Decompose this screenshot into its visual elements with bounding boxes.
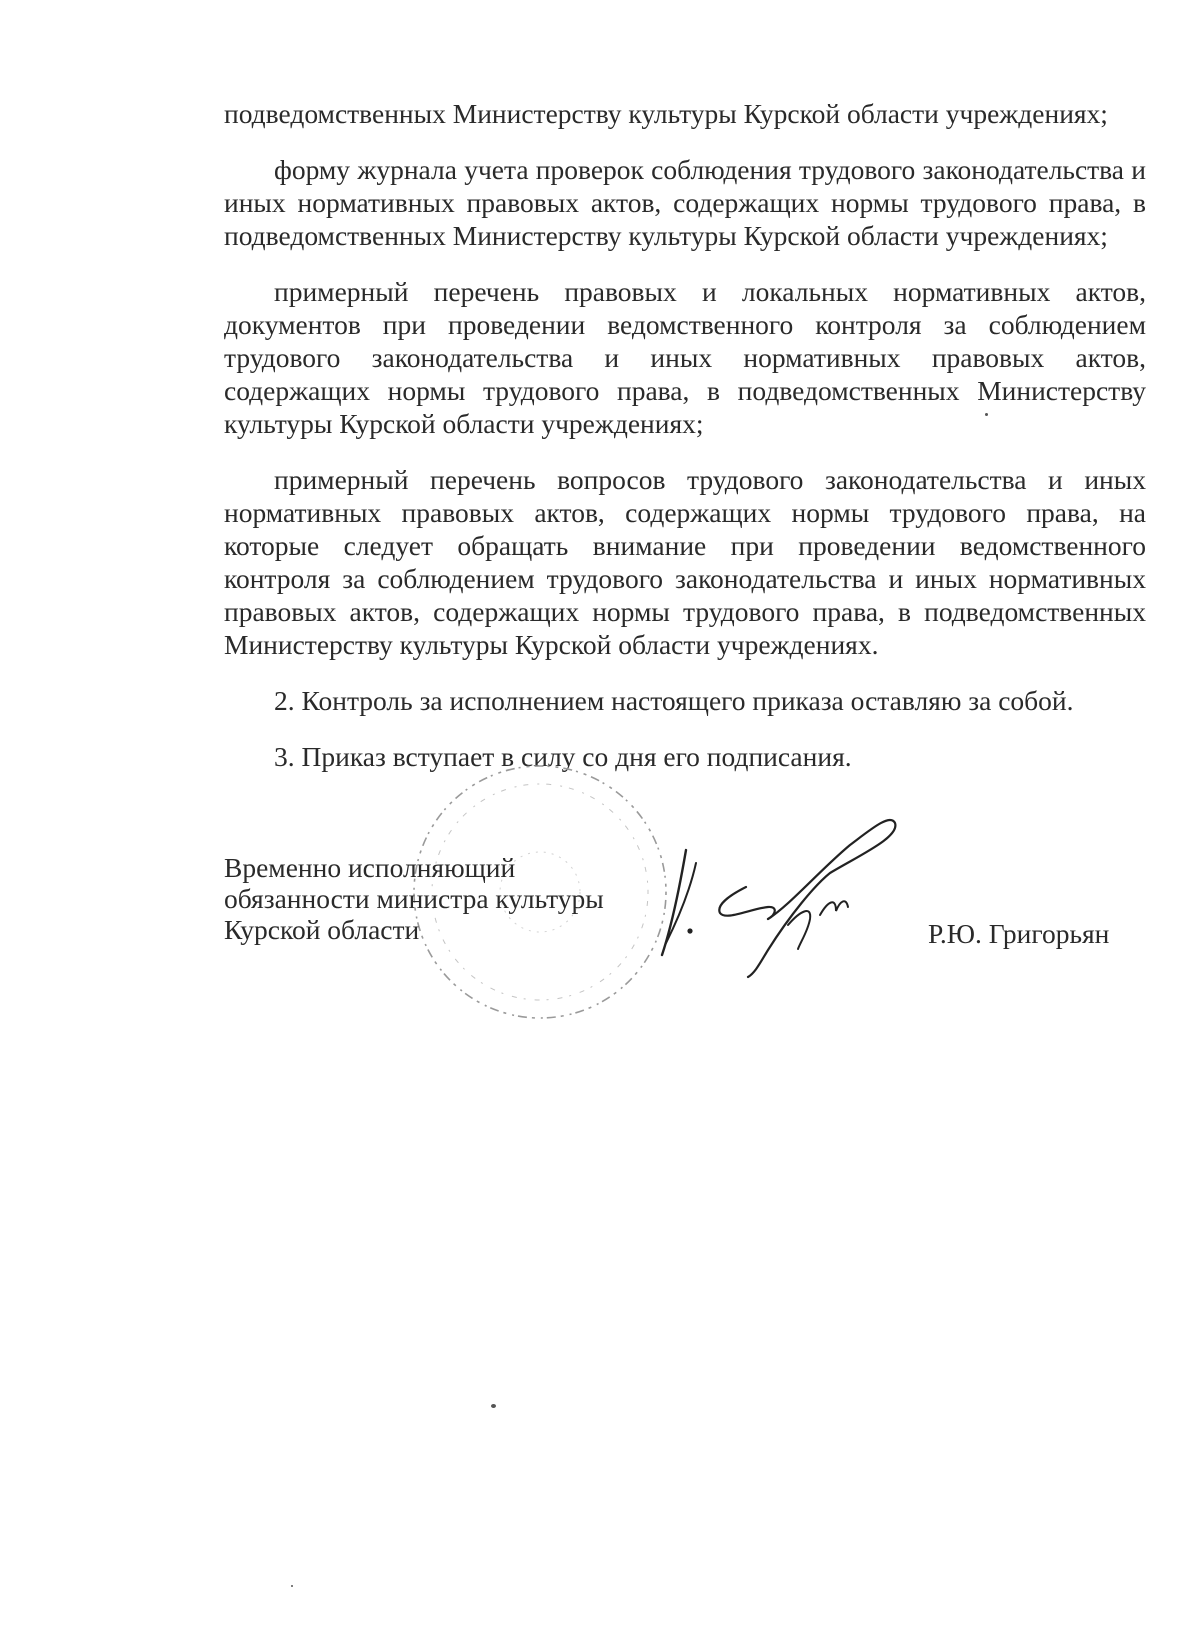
document-body — [224, 97, 1146, 796]
scan-speck — [985, 413, 988, 416]
signature-block — [224, 852, 704, 945]
signer-position-line-1: Временно исполняющий — [224, 852, 516, 883]
paragraph-journal-form: форму журнала учета проверок соблюдения трудового законодательства и иных нормативных правовых актов, содержащих нормы трудового права, в подведомственных Министерству культуры Курской области учреждениях; — [224, 154, 1146, 251]
handwritten-signature — [650, 815, 950, 985]
scan-speck — [291, 1585, 293, 1587]
signer-position-line-2: обязанности министра культуры — [224, 883, 604, 914]
paragraph-acts-list: примерный перечень правовых и локальных нормативных актов, документов при проведении ведомственного контроля за соблюдением трудового законодательства и иных нормативных правовых актов, содержащих нормы трудового права, в подведомственных Министерству культуры Курской области учреждениях; — [224, 276, 1146, 439]
signer-position-line-3: Курской области — [224, 914, 420, 945]
signer-name: Р.Ю. Григорьян — [928, 918, 1110, 949]
paragraph-effective-clause: 3. Приказ вступает в силу со дня его подписания. — [274, 741, 852, 772]
scan-speck — [491, 1404, 496, 1408]
paragraph-control-clause: 2. Контроль за исполнением настоящего приказа оставляю за собой. — [274, 685, 1074, 716]
paragraph-continuation: подведомственных Министерству культуры Курской области учреждениях; — [224, 98, 1108, 129]
paragraph-questions-list: примерный перечень вопросов трудового законодательства и иных нормативных правовых актов, содержащих нормы трудового права, на которые следует обращать внимание при проведении ведомственного контроля за соблюдением трудового законодательства и иных нормативных правовых актов, содержащих нормы трудового права, в подведомственных Министерству культуры Курской области учреждениях. — [224, 464, 1146, 660]
